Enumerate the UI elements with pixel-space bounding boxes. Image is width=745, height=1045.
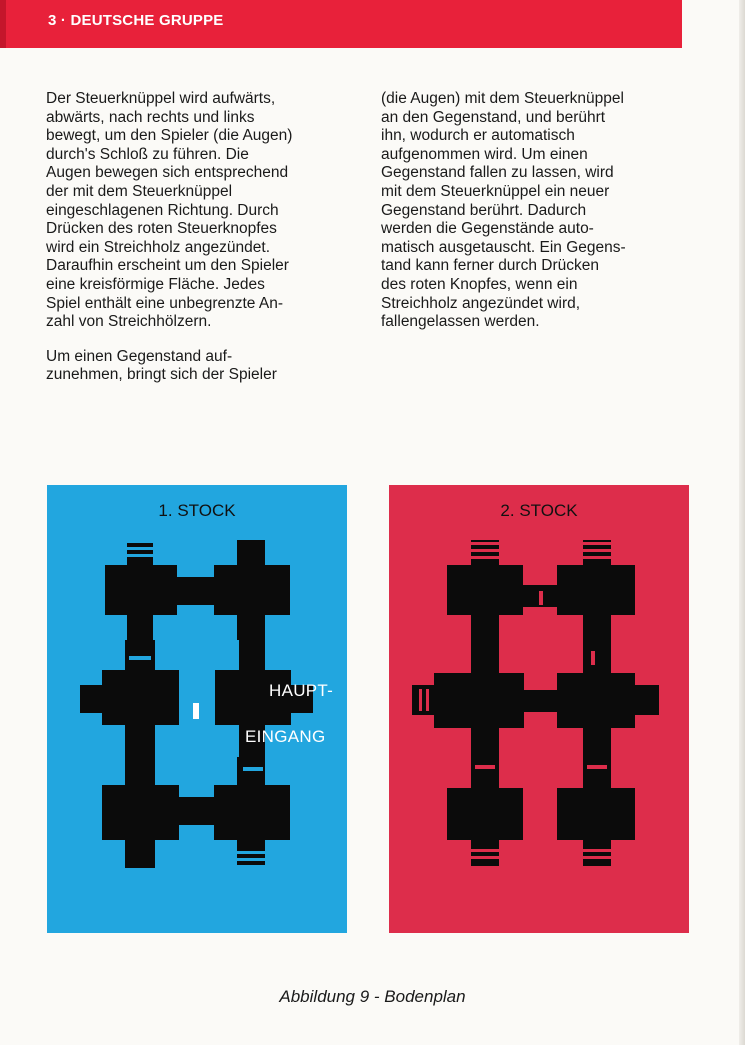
section-title: 3 · DEUTSCHE GRUPPE <box>48 12 224 29</box>
floor-2-label: 2. STOCK <box>500 501 578 520</box>
floor-plan-1 <box>47 485 347 933</box>
paragraph-drop: (die Augen) mit dem Steuerknüppel an den Gegenstand, und berührt ihn, wodurch er automatisch aufgenommen wird. Um einen Gegenstand fallen zu lassen, wird mit dem Steuerknüppel ein neuer Gegenstand berührt. Dadurch werden die Gegenstände auto- matisch ausgetauscht. Ein Gegens- tand kann ferner durch Drücken des roten Knopfes, wenn ein Streichholz angezündet wird, fallengelassen werden. <box>381 90 626 331</box>
floor-plan-2 <box>389 485 689 933</box>
page-edge <box>739 0 745 1045</box>
text-column-left <box>46 90 346 401</box>
entrance-label-line1: HAUPT- <box>269 681 334 700</box>
floor-2-map <box>389 485 689 933</box>
figure-caption: Abbildung 9 - Bodenplan <box>279 987 466 1006</box>
paragraph-controls: Der Steuerknüppel wird aufwärts, abwärts, nach rechts und links bewegt, um den Spieler (die Augen) durch's Schloß zu führen. Die Augen bewegen sich entsprechend der mit dem Steuerknüppel eingeschlagenen Richtung. Durch Drücken des roten Steuerknopfes wird ein Streichholz angezündet. Daraufhin erscheint um den Spieler eine kreisförmige Fläche. Jedes Spiel enthält eine unbegrenzte An- zahl von Streichhölzern. <box>46 90 293 331</box>
text-column-right <box>381 90 681 348</box>
paragraph-pickup: Um einen Gegenstand auf- zunehmen, bringt sich der Spieler <box>46 347 277 384</box>
floor-1-label: 1. STOCK <box>158 501 236 520</box>
entrance-label-line2: EINGANG <box>245 727 326 746</box>
header-edge <box>0 0 6 48</box>
floor-1-map <box>47 485 347 933</box>
